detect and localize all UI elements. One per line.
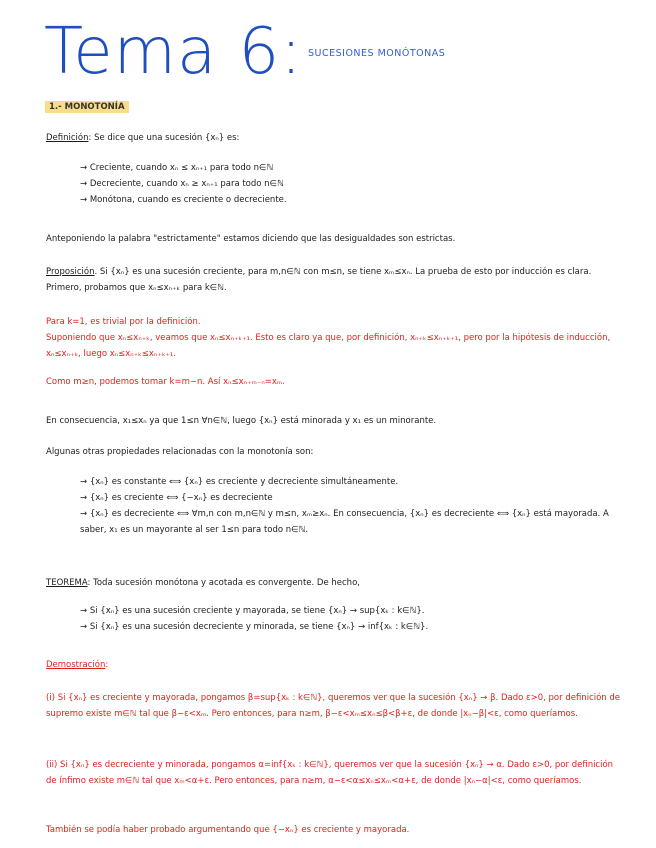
list-item: → {xₙ} es creciente ⟺ {−xₙ} es decreciente bbox=[80, 490, 626, 506]
page-title: Tema 6: bbox=[44, 15, 303, 89]
proof-heading bbox=[46, 657, 626, 673]
properties-block bbox=[46, 444, 626, 538]
list-item: → {xₙ} es constante ⟺ {xₙ} es creciente y decreciente simultáneamente. bbox=[80, 474, 626, 490]
properties-intro: Algunas otras propiedades relacionadas con la monotonía son: bbox=[46, 447, 314, 457]
proof-part-1: (i) Si {xₙ} es creciente y mayorada, pongamos β=sup{xₖ : k∈ℕ}, queremos ver que la sucesión {xₙ} → β. Dado ε>0, por definición de supremo existe m∈ℕ tal que β−ε<xₘ. Pero entonces, para n≥m, β−ε<xₘ≤xₙ≤β<β+ε, de donde |xₙ−β|<ε, como queríamos. bbox=[46, 693, 621, 719]
induction-block bbox=[46, 314, 626, 390]
list-item: → Si {xₙ} es una sucesión creciente y mayorada, se tiene {xₙ} → sup{xₖ : k∈ℕ}. bbox=[80, 603, 626, 619]
induction-step: Suponiendo que xₙ≤xₙ₊ₖ, veamos que xₙ≤xₙ₊ₖ₊₁. Esto es claro ya que, por definición, xₙ₊ₖ≤xₙ₊ₖ₊₁, pero por la hipótesis de inducción, xₙ≤xₙ₊ₖ, luego xₙ≤xₙ₊ₖ≤xₙ₊ₖ₊₁. bbox=[46, 333, 611, 359]
proof-colon: : bbox=[105, 660, 109, 670]
theorem-text: : Toda sucesión monótona y acotada es convergente. De hecho, bbox=[87, 578, 360, 588]
theorem-block bbox=[46, 575, 626, 635]
definition-block bbox=[46, 130, 626, 208]
list-item: → Monótona, cuando es creciente o decreciente. bbox=[80, 192, 626, 208]
consequence-text: En consecuencia, x₁≤xₙ ya que 1≤n ∀n∈ℕ, luego {xₙ} está minorada y x₁ es un minorante. bbox=[46, 416, 437, 426]
definition-label: Definición bbox=[46, 133, 89, 143]
proof-part-2: (ii) Si {xₙ} es decreciente y minorada, pongamos α=inf{xₖ : k∈ℕ}, queremos ver que la sucesión {xₙ} → α. Dado ε>0, por definición de ínfimo existe m∈ℕ tal que xₘ<α+ε. Pero entonces, para n≥m, α−ε<α≤xₙ≤xₘ<α+ε, de donde |xₙ−α|<ε, como queríamos. bbox=[46, 760, 614, 786]
induction-conclusion: Como m≥n, podemos tomar k=m−n. Así xₙ≤xₙ₊ₘ₋ₙ=xₘ. bbox=[46, 377, 285, 387]
proposition-label: Proposición bbox=[46, 267, 95, 277]
definition-list bbox=[46, 160, 626, 208]
page-subtitle: SUCESIONES MONÓTONAS bbox=[308, 48, 446, 59]
list-item: → {xₙ} es decreciente ⟺ ∀m,n con m,n∈ℕ y m≤n, xₘ≥xₙ. En consecuencia, {xₙ} es decreciente ⟺ {xₙ} está mayorada. A saber, x₁ es un mayorante al ser 1≤n para todo n∈ℕ. bbox=[80, 506, 626, 538]
strictly-note: Anteponiendo la palabra "estrictamente" estamos diciendo que las desigualdades son estrictas. bbox=[46, 234, 456, 244]
list-item: → Creciente, cuando xₙ ≤ xₙ₊₁ para todo n∈ℕ bbox=[80, 160, 626, 176]
proposition-text: . Si {xₙ} es una sucesión creciente, para m,n∈ℕ con m≤n, se tiene xₘ≤xₙ. La prueba de esto por inducción es clara. Primero, probamos que xₙ≤xₙ₊ₖ para k∈ℕ. bbox=[46, 267, 592, 293]
theorem-list bbox=[46, 603, 626, 635]
proof-label: Demostración bbox=[46, 660, 106, 670]
proposition-block bbox=[46, 264, 626, 296]
section-heading: 1.- MONOTONÍA bbox=[45, 101, 129, 113]
properties-list bbox=[46, 474, 626, 538]
theorem-label: TEOREMA bbox=[46, 578, 88, 588]
list-item: → Decreciente, cuando xₙ ≥ xₙ₊₁ para todo n∈ℕ bbox=[80, 176, 626, 192]
proof-closing: También se podía haber probado argumentando que {−xₙ} es creciente y mayorada. bbox=[46, 825, 410, 835]
definition-intro: : Se dice que una sucesión {xₙ} es: bbox=[88, 133, 240, 143]
list-item: → Si {xₙ} es una sucesión decreciente y minorada, se tiene {xₙ} → inf{xₖ : k∈ℕ}. bbox=[80, 619, 626, 635]
induction-base: Para k=1, es trivial por la definición. bbox=[46, 317, 201, 327]
